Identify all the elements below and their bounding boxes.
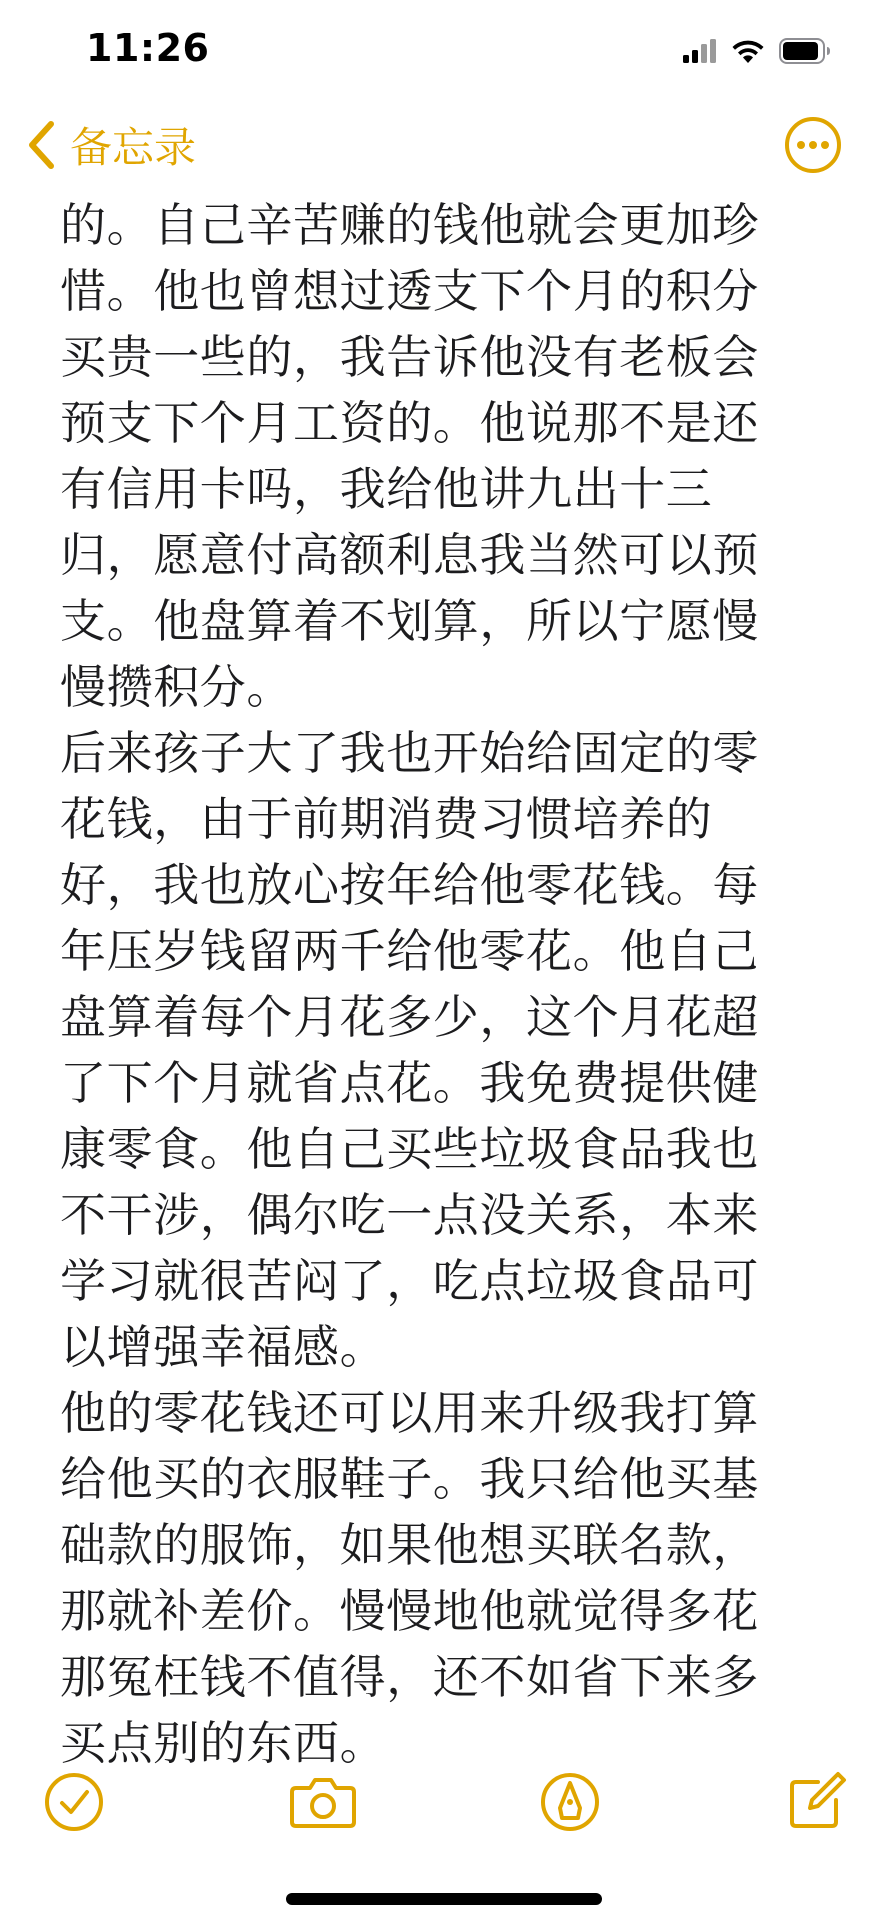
markup-button[interactable] — [538, 1770, 602, 1834]
bottom-toolbar — [0, 1770, 887, 1840]
back-button[interactable] — [26, 110, 196, 180]
note-line: 归，愿意付高额利息我当然可以预 — [60, 528, 759, 582]
note-line: 那就补差价。慢慢地他就觉得多花 — [60, 1584, 759, 1638]
compose-icon — [784, 1770, 848, 1834]
checkmark-circle-icon — [42, 1770, 106, 1834]
nav-bar — [0, 110, 887, 180]
chevron-left-icon — [26, 120, 56, 170]
cellular-signal-icon — [683, 39, 717, 63]
note-line: 惜。他也曾想过透支下个月的积分 — [60, 264, 759, 318]
status-icons — [683, 36, 831, 66]
note-line: 慢攒积分。 — [60, 660, 293, 714]
status-bar — [0, 0, 887, 100]
note-line: 好，我也放心按年给他零花钱。每 — [60, 858, 759, 912]
camera-icon — [288, 1770, 358, 1834]
more-options-button[interactable] — [783, 115, 843, 175]
note-line: 支。他盘算着不划算，所以宁愿慢 — [60, 594, 759, 648]
note-line: 康零食。他自己买些垃圾食品我也 — [60, 1122, 759, 1176]
note-line: 盘算着每个月花多少，这个月花超 — [60, 990, 759, 1044]
checklist-button[interactable] — [42, 1770, 106, 1834]
pen-tip-circle-icon — [538, 1770, 602, 1834]
status-time: 11:26 — [86, 26, 210, 70]
note-line: 买贵一些的，我告诉他没有老板会 — [60, 330, 759, 384]
wifi-icon — [731, 38, 765, 64]
note-line: 那冤枉钱不值得，还不如省下来多 — [60, 1650, 759, 1704]
ellipsis-circle-icon — [783, 115, 843, 175]
note-line: 的。自己辛苦赚的钱他就会更加珍 — [60, 198, 759, 252]
note-line: 以增强幸福感。 — [60, 1320, 387, 1374]
note-line: 后来孩子大了我也开始给固定的零 — [60, 726, 759, 780]
note-line: 年压岁钱留两千给他零花。他自己 — [60, 924, 759, 978]
note-line: 给他买的衣服鞋子。我只给他买基 — [60, 1452, 759, 1506]
note-line: 不干涉，偶尔吃一点没关系，本来 — [60, 1188, 759, 1242]
note-line: 花钱，由于前期消费习惯培养的 — [60, 792, 713, 846]
camera-button[interactable] — [288, 1770, 352, 1834]
note-body[interactable] — [60, 192, 800, 1770]
note-line: 了下个月就省点花。我免费提供健 — [60, 1056, 759, 1110]
note-line: 有信用卡吗，我给他讲九出十三 — [60, 462, 713, 516]
note-line: 预支下个月工资的。他说那不是还 — [60, 396, 759, 450]
note-line: 买点别的东西。 — [60, 1716, 387, 1770]
battery-icon — [779, 38, 831, 64]
note-line: 础款的服饰，如果他想买联名款， — [60, 1518, 759, 1572]
note-line: 他的零花钱还可以用来升级我打算 — [60, 1386, 759, 1440]
compose-button[interactable] — [784, 1770, 848, 1834]
note-line: 学习就很苦闷了，吃点垃圾食品可 — [60, 1254, 759, 1308]
home-indicator — [286, 1893, 602, 1905]
back-label: 备忘录 — [70, 123, 197, 172]
